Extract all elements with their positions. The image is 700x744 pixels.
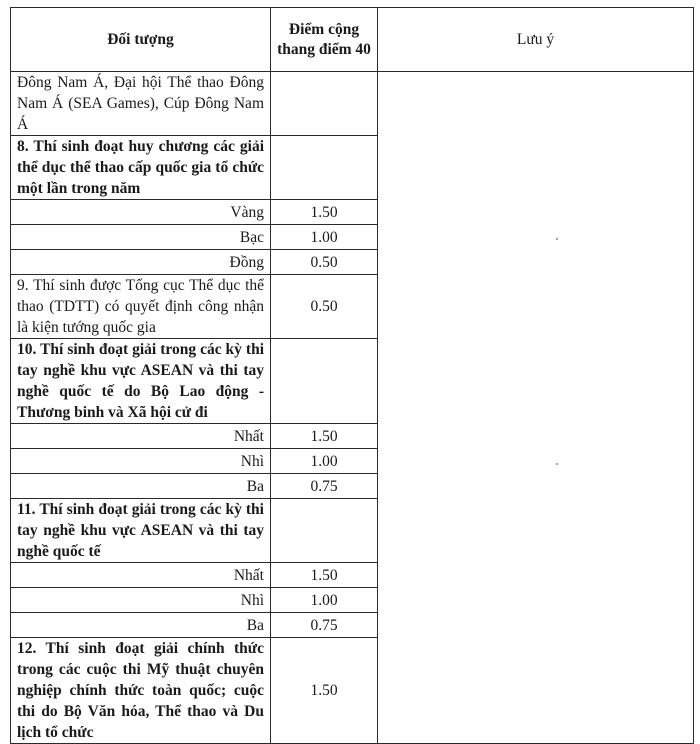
tier-label: Nhì [11, 588, 271, 613]
header-note: Lưu ý [378, 8, 694, 72]
tier-points: 0.75 [271, 613, 378, 638]
tier-points: 1.50 [271, 200, 378, 225]
group-points: 0.50 [271, 275, 378, 339]
tier-points: 1.00 [271, 225, 378, 250]
group-title: 10. Thí sinh đoạt giải trong các kỳ thi tay nghề khu vực ASEAN và thi tay nghề quốc tế do Bộ Lao động - Thương binh và Xã hội cử đi [11, 339, 271, 424]
scanned-page [10, 7, 694, 744]
tier-label: Nhì [11, 449, 271, 474]
tier-label: Nhất [11, 424, 271, 449]
tier-points: 0.50 [271, 250, 378, 275]
scan-speck [556, 463, 558, 465]
points-cell [271, 499, 378, 563]
group-title: 9. Thí sinh được Tổng cục Thể dục thể thao (TDTT) có quyết định công nhận là kiện tướng quốc gia [11, 275, 271, 339]
tier-points: 1.50 [271, 424, 378, 449]
points-cell [271, 339, 378, 424]
header-subject: Đối tượng [11, 8, 271, 72]
tier-label: Ba [11, 613, 271, 638]
continuation-text: Đông Nam Á, Đại hội Thể thao Đông Nam Á (SEA Games), Cúp Đông Nam Á [11, 72, 271, 136]
tier-label: Bạc [11, 225, 271, 250]
group-title: 12. Thí sinh đoạt giải chính thức trong các cuộc thi Mỹ thuật chuyên nghiệp chính thức toàn quốc; cuộc thi do Bộ Văn hóa, Thể thao và Du lịch tổ chức [11, 638, 271, 744]
points-cell [271, 136, 378, 200]
tier-label: Vàng [11, 200, 271, 225]
points-cell [271, 72, 378, 136]
tier-points: 1.00 [271, 449, 378, 474]
tier-label: Đồng [11, 250, 271, 275]
tier-points: 1.50 [271, 563, 378, 588]
tier-points: 0.75 [271, 474, 378, 499]
group-title: 11. Thí sinh đoạt giải trong các kỳ thi tay nghề khu vực ASEAN và thi tay nghề quốc tế [11, 499, 271, 563]
header-points: Điểm cộng thang điểm 40 [271, 8, 378, 72]
table-header-row [11, 8, 694, 72]
scan-speck [556, 238, 558, 240]
group-points: 1.50 [271, 638, 378, 744]
tier-points: 1.00 [271, 588, 378, 613]
table-row [11, 72, 694, 136]
tier-label: Nhất [11, 563, 271, 588]
note-column [378, 72, 694, 744]
group-title: 8. Thí sinh đoạt huy chương các giải thể dục thể thao cấp quốc gia tổ chức một lần trong năm [11, 136, 271, 200]
priority-points-table [10, 7, 694, 744]
tier-label: Ba [11, 474, 271, 499]
